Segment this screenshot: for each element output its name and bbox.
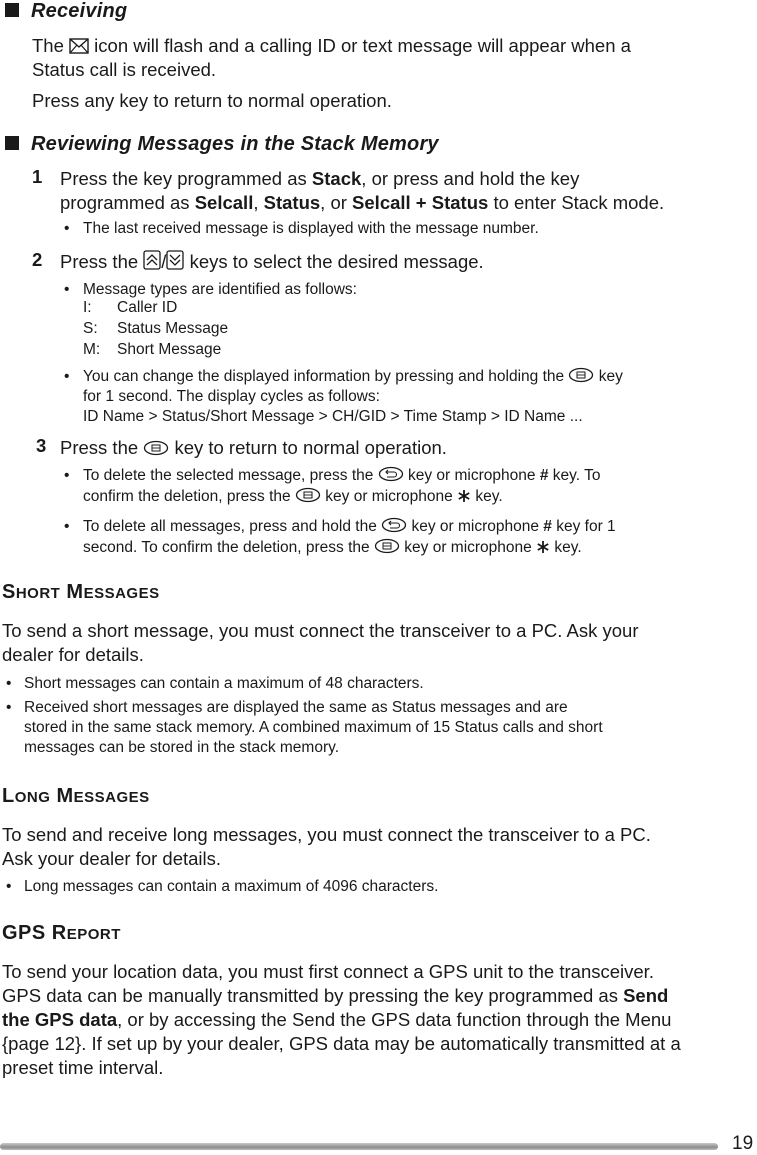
step1-line1: Press the key programmed as Stack, or press and hold the key <box>60 168 580 189</box>
short-messages-para-line2: dealer for details. <box>2 644 144 665</box>
type-row: S: Status Message <box>83 320 229 337</box>
heading-square-icon <box>5 136 19 150</box>
bullet-marker: • <box>64 220 70 237</box>
bullet-marker: • <box>64 281 70 298</box>
menu-key-icon <box>374 538 400 554</box>
short-messages-bullet2-line3: messages can be stored in the stack memory. <box>24 739 340 756</box>
receiving-line2: Status call is received. <box>32 59 217 80</box>
step2-bullet2-line2: for 1 second. The display cycles as follows: <box>83 388 380 405</box>
menu-key-icon <box>295 487 321 503</box>
bullet-marker: • <box>6 675 12 692</box>
step1-bullet1: The last received message is displayed with the message number. <box>83 220 539 237</box>
short-messages-bullet1: Short messages can contain a maximum of 48 characters. <box>24 675 424 692</box>
bullet-marker: • <box>6 699 12 716</box>
step2-bullet2-line1: You can change the displayed information by pressing and holding the key <box>83 368 623 385</box>
bullet-marker: • <box>64 518 70 535</box>
status-message-icon <box>69 38 89 54</box>
up-key-icon <box>143 250 161 270</box>
gps-report-line2: GPS data can be manually transmitted by pressing the key programmed as Send <box>2 985 669 1006</box>
bullet-marker: • <box>6 878 12 895</box>
footer-rule <box>0 1143 718 1150</box>
step3-bullet2-line2: second. To confirm the deletion, press the key or microphone key. <box>83 539 582 556</box>
section-heading-gps-report: GPS REPORT <box>2 922 121 944</box>
step2-bullet1: Message types are identified as follows: <box>83 281 357 298</box>
section-heading-receiving: Receiving <box>5 0 127 23</box>
receiving-line1: The icon will flash and a calling ID or text message will appear when a <box>32 35 631 56</box>
type-row: M: Short Message <box>83 341 222 358</box>
long-messages-bullet1: Long messages can contain a maximum of 4096 characters. <box>24 878 439 895</box>
bullet-marker: • <box>64 467 70 484</box>
short-messages-bullet2-line1: Received short messages are displayed the same as Status messages and are <box>24 699 568 716</box>
step-number: 2 <box>32 249 43 270</box>
gps-report-line5: preset time interval. <box>2 1057 164 1078</box>
down-key-icon <box>166 250 184 270</box>
gps-report-line4: {page 12}. If set up by your dealer, GPS data may be automatically transmitted at a <box>2 1033 681 1054</box>
step3-bullet1-line2: confirm the deletion, press the key or microphone key. <box>83 488 503 505</box>
menu-key-icon <box>568 367 594 383</box>
asterisk-key-icon <box>457 489 471 503</box>
section-heading-short-messages: SHORT MESSAGES <box>2 581 160 603</box>
short-messages-para-line1: To send a short message, you must connect the transceiver to a PC. Ask your <box>2 620 639 641</box>
receiving-line3: Press any key to return to normal operation. <box>32 90 392 111</box>
step3-bullet2-line1: To delete all messages, press and hold the key or microphone # key for 1 <box>83 518 616 535</box>
bullet-marker: • <box>64 368 70 385</box>
step1-line2: programmed as Selcall, Status, or Selcall + Status to enter Stack mode. <box>60 192 665 213</box>
back-key-icon <box>378 466 404 482</box>
long-messages-para-line1: To send and receive long messages, you must connect the transceiver to a PC. <box>2 824 651 845</box>
section-heading-reviewing: Reviewing Messages in the Stack Memory <box>5 133 439 156</box>
step3-line: Press the key to return to normal operation. <box>60 437 447 458</box>
asterisk-key-icon <box>536 540 550 554</box>
long-messages-para-line2: Ask your dealer for details. <box>2 848 222 869</box>
gps-report-line1: To send your location data, you must first connect a GPS unit to the transceiver. <box>2 961 654 982</box>
back-key-icon <box>381 517 407 533</box>
menu-key-icon <box>143 440 169 456</box>
heading-square-icon <box>5 3 19 17</box>
gps-report-line3: the GPS data, or by accessing the Send the GPS data function through the Menu <box>2 1009 672 1030</box>
short-messages-bullet2-line2: stored in the same stack memory. A combined maximum of 15 Status calls and short <box>24 719 603 736</box>
type-row: I: Caller ID <box>83 299 178 316</box>
step-number: 3 <box>36 435 47 456</box>
step3-bullet1-line1: To delete the selected message, press the key or microphone # key. To <box>83 467 601 484</box>
step-number: 1 <box>32 166 43 187</box>
section-heading-long-messages: LONG MESSAGES <box>2 785 150 807</box>
step2-bullet2-line3: ID Name > Status/Short Message > CH/GID > Time Stamp > ID Name ... <box>83 408 583 425</box>
step2-line: Press the / keys to select the desired message. <box>60 251 484 272</box>
page-number: 19 <box>732 1133 754 1154</box>
